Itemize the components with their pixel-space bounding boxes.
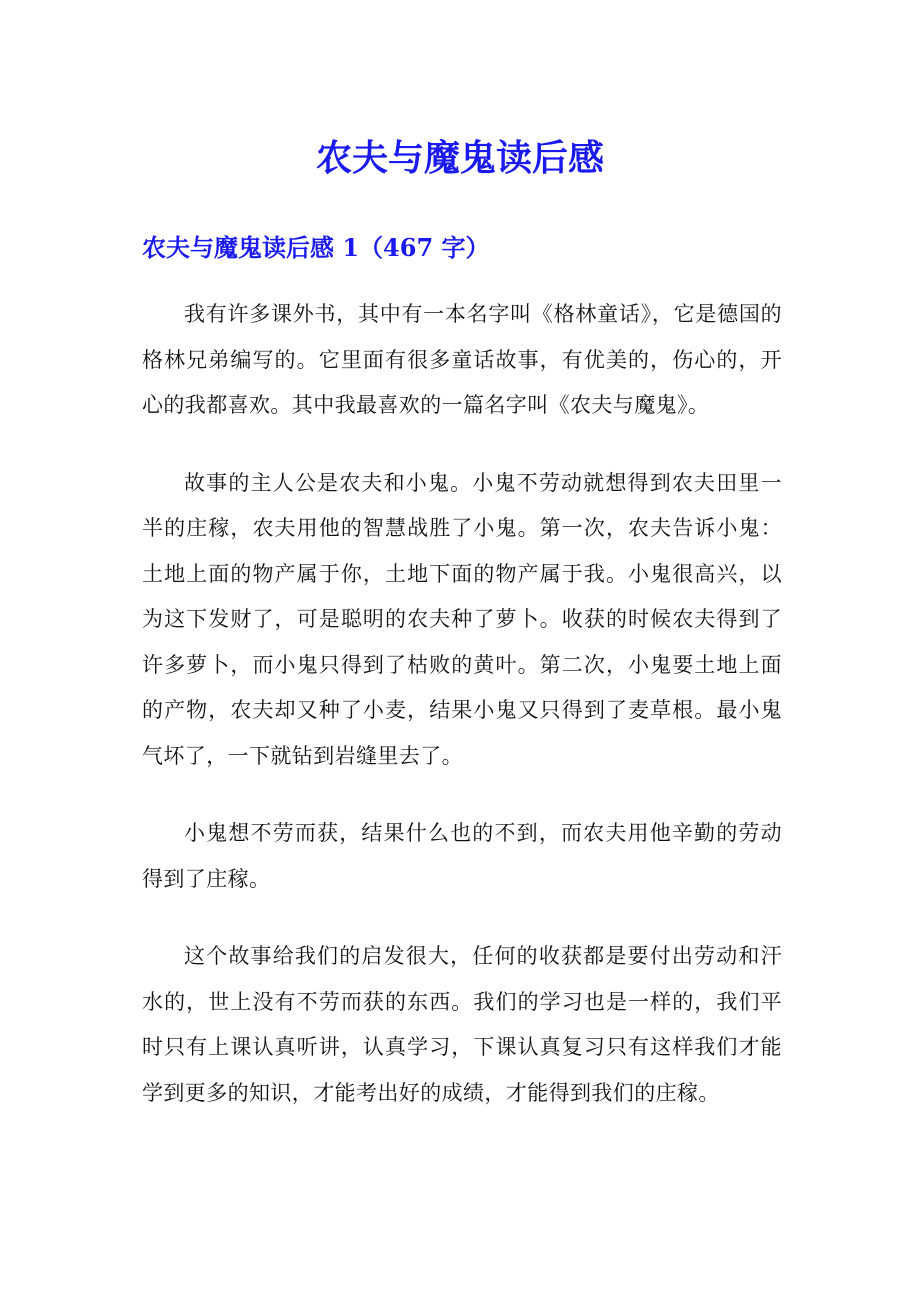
paragraph: 故事的主人公是农夫和小鬼。小鬼不劳动就想得到农夫田里一半的庄稼，农夫用他的智慧战胜了小鬼。第一次，农夫告诉小鬼：土地上面的物产属于你，土地下面的物产属于我。小鬼很高兴，以为这下发财了，可是聪明的农夫种了萝卜。收获的时候农夫得到了许多萝卜，而小鬼只得到了枯败的黄叶。第二次，小鬼要土地上面的产物，农夫却又种了小麦，结果小鬼又只得到了麦草根。最小鬼气坏了，一下就钻到岩缝里去了。 xyxy=(142,470,782,768)
paragraph: 这个故事给我们的启发很大，任何的收获都是要付出劳动和汗水的，世上没有不劳而获的东西。我们的学习也是一样的，我们平时只有上课认真听讲，认真学习，下课认真复习只有这样我们才能学到更多的知识，才能考出好的成绩，才能得到我们的庄稼。 xyxy=(142,944,782,1105)
paragraph: 小鬼想不劳而获，结果什么也的不到，而农夫用他辛勤的劳动得到了庄稼。 xyxy=(142,821,782,891)
section-heading: 农夫与魔鬼读后感 1（467 字） xyxy=(142,233,490,262)
paragraph: 我有许多课外书，其中有一本名字叫《格林童话》，它是德国的格林兄弟编写的。它里面有很多童话故事，有优美的，伤心的，开心的我都喜欢。其中我最喜欢的一篇名字叫《农夫与魔鬼》。 xyxy=(142,302,782,417)
document-body xyxy=(142,292,782,1148)
document-title: 农夫与魔鬼读后感 xyxy=(315,137,604,179)
